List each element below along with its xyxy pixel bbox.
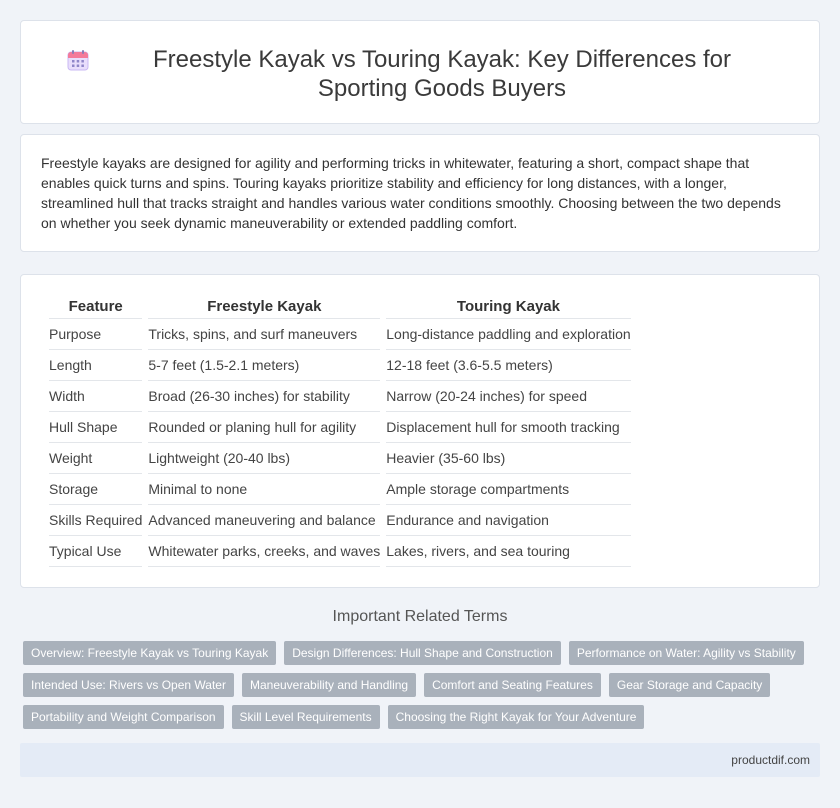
- footer-site-link[interactable]: productdif.com: [731, 753, 810, 767]
- row-feature: Width: [49, 381, 142, 412]
- related-term-tag[interactable]: Skill Level Requirements: [232, 705, 380, 729]
- related-term-tag[interactable]: Choosing the Right Kayak for Your Adventure: [388, 705, 645, 729]
- title-row: [81, 45, 779, 103]
- row-freestyle: Broad (26-30 inches) for stability: [148, 381, 380, 412]
- related-term-tag[interactable]: Intended Use: Rivers vs Open Water: [23, 673, 234, 697]
- table-row: [49, 443, 631, 474]
- table-row: [49, 505, 631, 536]
- row-touring: Lakes, rivers, and sea touring: [386, 536, 630, 567]
- related-term-tag[interactable]: Gear Storage and Capacity: [609, 673, 770, 697]
- related-term-tag[interactable]: Maneuverability and Handling: [242, 673, 416, 697]
- row-freestyle: 5-7 feet (1.5-2.1 meters): [148, 350, 380, 381]
- table-row: [49, 536, 631, 567]
- intro-paragraph: Freestyle kayaks are designed for agility and performing tricks in whitewater, featuring a short, compact shape that enables quick turns and spins. Touring kayaks prioritize stability and efficiency for long distances, with a longer, streamlined hull that tracks straight and handles various water conditions smoothly. Choosing between the two depends on whether you seek dynamic maneuverability or extended paddling comfort.: [41, 155, 781, 231]
- related-term-tag[interactable]: Performance on Water: Agility vs Stability: [569, 641, 804, 665]
- row-touring: 12-18 feet (3.6-5.5 meters): [386, 350, 630, 381]
- row-feature: Length: [49, 350, 142, 381]
- table-row: [49, 319, 631, 350]
- related-terms-list: [23, 641, 823, 729]
- row-freestyle: Lightweight (20-40 lbs): [148, 443, 380, 474]
- row-touring: Narrow (20-24 inches) for speed: [386, 381, 630, 412]
- row-touring: Ample storage compartments: [386, 474, 630, 505]
- table-row: [49, 350, 631, 381]
- row-freestyle: Whitewater parks, creeks, and waves: [148, 536, 380, 567]
- table-row: [49, 412, 631, 443]
- related-term-tag[interactable]: Portability and Weight Comparison: [23, 705, 224, 729]
- header-feature: Feature: [49, 295, 142, 319]
- related-terms-title: Important Related Terms: [332, 608, 508, 625]
- row-feature: Hull Shape: [49, 412, 142, 443]
- row-touring: Long-distance paddling and exploration: [386, 319, 630, 350]
- row-feature: Weight: [49, 443, 142, 474]
- footer: [20, 743, 820, 777]
- related-term-tag[interactable]: Comfort and Seating Features: [424, 673, 601, 697]
- row-feature: Skills Required: [49, 505, 142, 536]
- row-feature: Storage: [49, 474, 142, 505]
- table-header-row: [49, 295, 631, 319]
- title-card: [20, 20, 820, 124]
- row-freestyle: Tricks, spins, and surf maneuvers: [148, 319, 380, 350]
- row-feature: Purpose: [49, 319, 142, 350]
- row-touring: Heavier (35-60 lbs): [386, 443, 630, 474]
- header-touring: Touring Kayak: [386, 295, 630, 319]
- related-term-tag[interactable]: Overview: Freestyle Kayak vs Touring Kayak: [23, 641, 276, 665]
- row-freestyle: Minimal to none: [148, 474, 380, 505]
- table-row: [49, 381, 631, 412]
- comparison-card: [20, 274, 820, 588]
- intro-card: [20, 134, 820, 252]
- page-title: Freestyle Kayak vs Touring Kayak: Key Differences for Sporting Goods Buyers: [152, 46, 732, 102]
- row-freestyle: Advanced maneuvering and balance: [148, 505, 380, 536]
- row-touring: Displacement hull for smooth tracking: [386, 412, 630, 443]
- related-term-tag[interactable]: Design Differences: Hull Shape and Construction: [284, 641, 561, 665]
- header-freestyle: Freestyle Kayak: [148, 295, 380, 319]
- row-touring: Endurance and navigation: [386, 505, 630, 536]
- row-freestyle: Rounded or planing hull for agility: [148, 412, 380, 443]
- table-row: [49, 474, 631, 505]
- comparison-table: [43, 295, 637, 567]
- row-feature: Typical Use: [49, 536, 142, 567]
